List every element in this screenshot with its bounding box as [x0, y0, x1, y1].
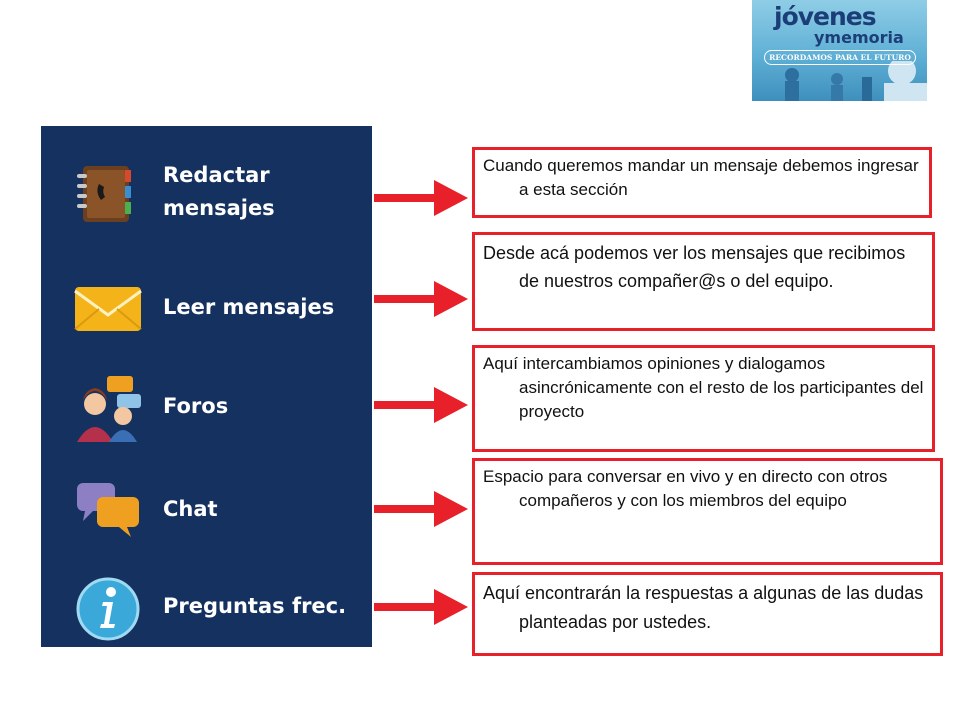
- description-box-redactar: Cuando queremos mandar un mensaje debemos ingresar a esta sección: [472, 147, 932, 218]
- brand-logo: [752, 0, 927, 101]
- arrow-right-icon: [374, 489, 468, 529]
- description-box-leer: Desde acá podemos ver los mensajes que recibimos de nuestros compañer@s o del equipo.: [472, 232, 935, 331]
- arrow-right-icon: [374, 279, 468, 319]
- menu-label-leer: Leer mensajes: [163, 295, 335, 319]
- arrow-right-icon: [374, 178, 468, 218]
- logo-tagline: RECORDAMOS PARA EL FUTURO: [764, 50, 916, 65]
- info-icon: [71, 572, 145, 646]
- menu-item-redactar[interactable]: [41, 156, 372, 256]
- menu-label-redactar: Redactar mensajes: [163, 163, 275, 220]
- arrow-right-icon: [374, 587, 468, 627]
- menu-item-foros[interactable]: [41, 372, 372, 472]
- menu-item-leer[interactable]: [41, 271, 372, 371]
- arrow-right-icon: [374, 385, 468, 425]
- envelope-icon: [71, 271, 145, 345]
- description-box-foros: Aquí intercambiamos opiniones y dialogamos asincrónicamente con el resto de los participantes del proyecto: [472, 345, 935, 452]
- chat-bubbles-icon: [71, 473, 145, 547]
- menu-label-preguntas: Preguntas frec.: [163, 594, 347, 618]
- logo-silhouettes: [752, 61, 927, 101]
- forum-people-icon: [71, 372, 145, 446]
- logo-subtitle: ymemoria: [814, 28, 904, 47]
- description-box-chat: Espacio para conversar en vivo y en directo con otros compañeros y con los miembros del equipo: [472, 458, 943, 565]
- menu-label-chat: Chat: [163, 497, 218, 521]
- logo-title: jóvenes: [774, 2, 876, 31]
- sidebar-menu: [41, 126, 372, 647]
- description-box-preguntas: Aquí encontrarán la respuestas a algunas de las dudas planteadas por ustedes.: [472, 572, 943, 656]
- address-book-icon: [71, 156, 145, 230]
- menu-label-foros: Foros: [163, 394, 229, 418]
- menu-item-chat[interactable]: [41, 473, 372, 573]
- menu-item-preguntas[interactable]: [41, 572, 372, 672]
